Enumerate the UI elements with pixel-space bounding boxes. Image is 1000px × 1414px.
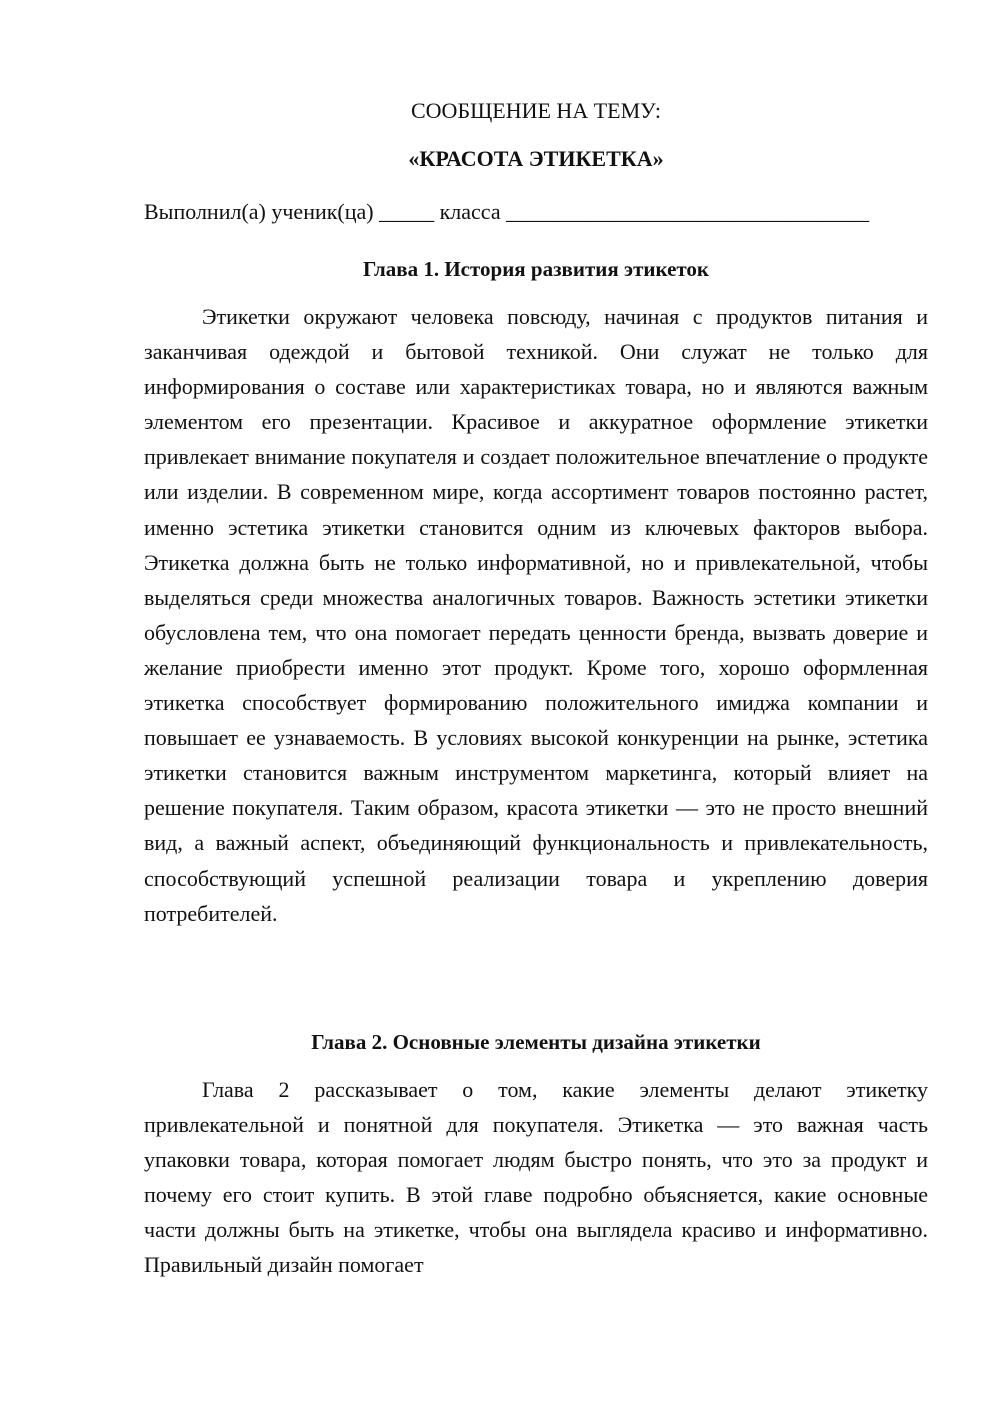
chapter-1-paragraph: Этикетки окружают человека повсюду, начиная с продуктов питания и заканчивая одеждой и бытовой техникой. Они служат не только для информирования о составе или характеристиках товара, но и являются важным элементом его презентации. Красивое и аккуратное оформление этикетки привлекает внимание покупателя и создает положительное впечатление о продукте или изделии. В современном мире, когда ассортимент товаров постоянно растет, именно эстетика этикетки становится одним из ключевых факторов выбора. Этикетка должна быть не только информативной, но и привлекательной, чтобы выделяться среди множества аналогичных товаров. Важность эстетики этикетки обусловлена тем, что она помогает передать ценности бренда, вызвать доверие и желание приобрести именно этот продукт. Кроме того, хорошо оформленная этикетка способствует формированию положительного имиджа компании и повышает ее узнаваемость. В условиях высокой конкуренции на рынке, эстетика этикетки становится важным инструментом маркетинга, который влияет на решение покупателя. Таким образом, красота этикетки — это не просто внешний вид, а важный аспект, объединяющий функциональность и привлекательность, способствующий успешной реализации товара и укреплению доверия потребителей. bbox=[144, 304, 928, 926]
chapter-2-paragraph: Глава 2 рассказывает о том, какие элементы делают этикетку привлекательной и понятной для покупателя. Этикетка — это важная часть упаковки товара, которая помогает людям быстро понять, что это за продукт и почему его стоит купить. В этой главе подробно объясняется, какие основные части должны быть на этикетке, чтобы она выглядела красиво и информативно. Правильный дизайн помогает bbox=[144, 1077, 928, 1278]
performer-line: Выполнил(а) ученик(ца) _____ класса _________________________________ bbox=[144, 199, 870, 224]
chapter-2-heading: Глава 2. Основные элементы дизайна этикетки bbox=[311, 1030, 761, 1054]
chapter-1-heading: Глава 1. История развития этикеток bbox=[362, 257, 710, 281]
document-title-line-2: «КРАСОТА ЭТИКЕТКА» bbox=[408, 146, 664, 171]
document-title-line-1: СООБЩЕНИЕ НА ТЕМУ: bbox=[411, 98, 661, 123]
